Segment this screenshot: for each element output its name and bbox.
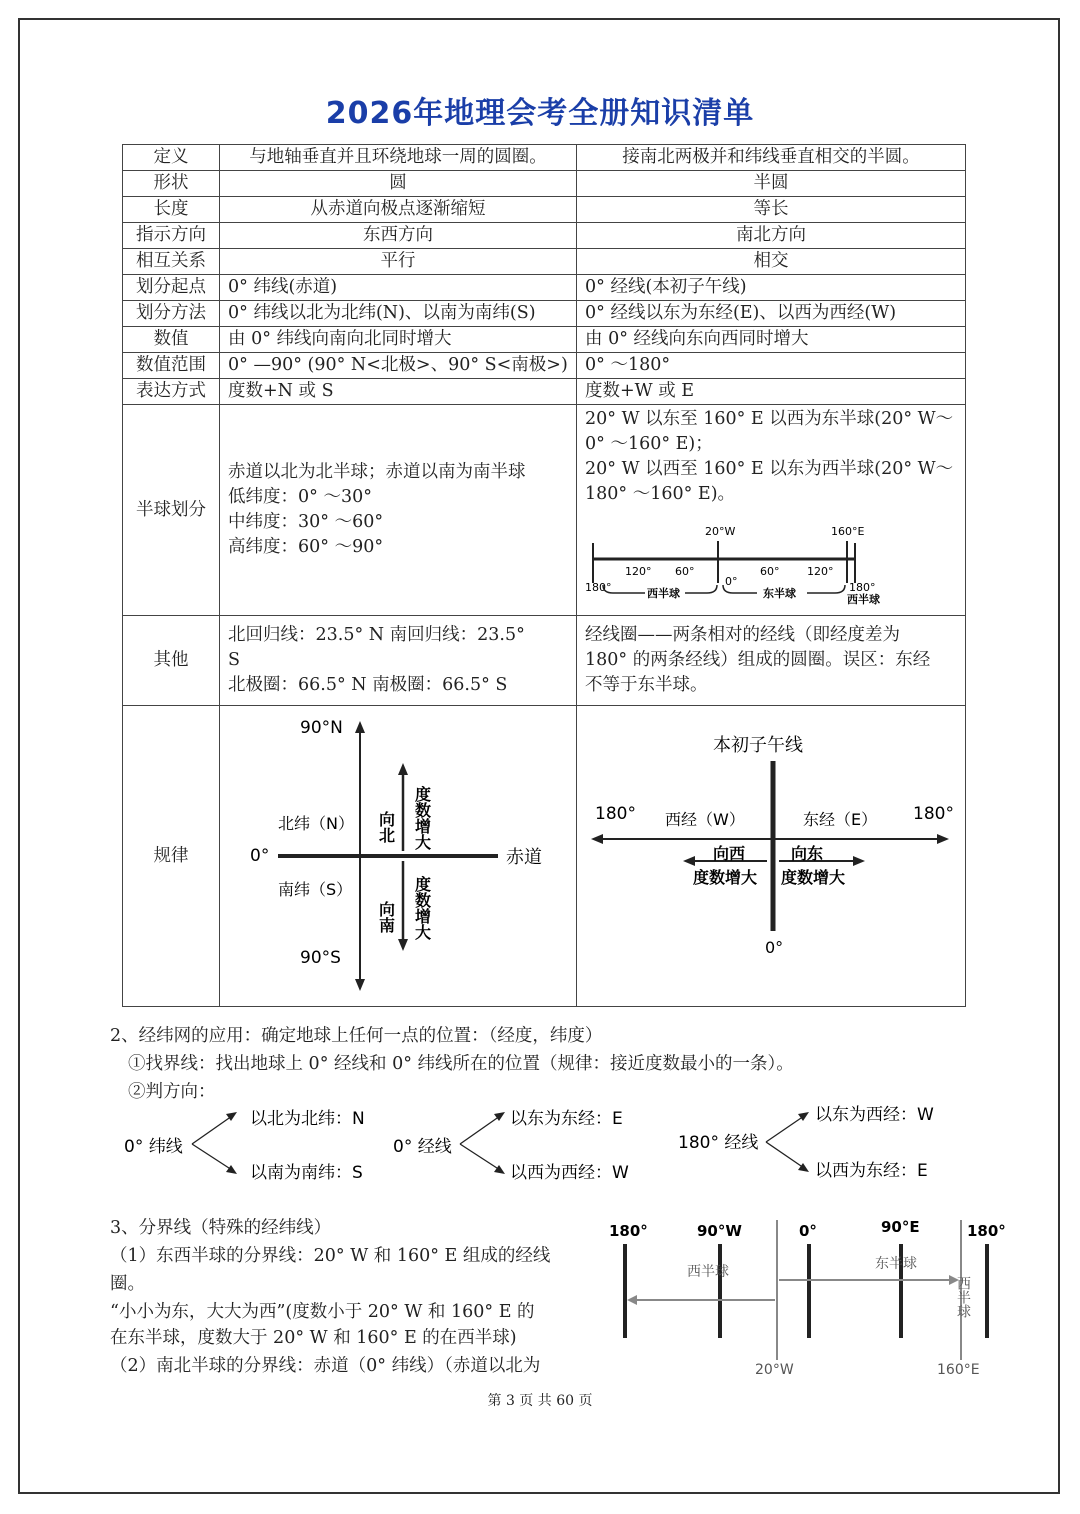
text-line: 赤道以北为北半球；赤道以南为南半球 (228, 462, 526, 482)
row-label: 指示方向 (123, 223, 220, 249)
tree-bottom-text: 以南为南纬：S (250, 1163, 363, 1183)
text-line: 20° W 以西至 160° E 以东为西半球(20° W～ (585, 459, 954, 479)
label-160e: 160°E (831, 525, 865, 538)
table-row (123, 223, 966, 249)
cell-longitude: 等长 (577, 197, 966, 223)
tree-bottom-text: 以西为西经：W (510, 1163, 629, 1183)
tree-root-text: 180° 经线 (678, 1133, 759, 1153)
page-footer: 第 3 页 共 60 页 (487, 1393, 593, 1409)
cell-latitude: 度数+N 或 S (220, 379, 577, 405)
tick-label: 180° (849, 581, 876, 594)
label-degree-increase-south: 度数增大 (412, 876, 432, 940)
label-east-longitude: 东经（E） (803, 810, 878, 829)
section2-step1: ①找界线：找出地球上 0° 经线和 0° 纬线所在的位置（规律：接近度数最小的一条）。 (128, 1054, 794, 1074)
text-line: 低纬度：0° ～30° (228, 487, 372, 507)
label-degree-increase-west: 度数增大 (693, 868, 758, 887)
table-row (123, 379, 966, 405)
table-row (123, 301, 966, 327)
tree-root-text: 0° 经线 (393, 1137, 452, 1157)
cell-longitude: 由 0° 经线向东向西同时增大 (577, 327, 966, 353)
label-180-left: 180° (609, 1222, 648, 1240)
cell-lon-rule (577, 706, 966, 1007)
text-line: 20° W 以东至 160° E 以西为东半球(20° W～ (585, 409, 954, 429)
table-row-other (123, 616, 966, 706)
table-row (123, 275, 966, 301)
label-equator: 赤道 (506, 847, 542, 868)
label-west-hemisphere-2: 西半球 (847, 593, 880, 605)
table-row-rule (123, 706, 966, 1007)
row-label: 形状 (123, 171, 220, 197)
cell-latitude: 从赤道向极点逐渐缩短 (220, 197, 577, 223)
cell-lat-other (220, 616, 577, 706)
cell-lon-other (577, 616, 966, 706)
cell-latitude: 由 0° 纬线向南向北同时增大 (220, 327, 577, 353)
row-label: 表达方式 (123, 379, 220, 405)
tree-180-meridian (678, 1105, 934, 1181)
label-east-hemisphere: 东半球 (875, 1256, 917, 1272)
row-label-other: 其他 (123, 616, 220, 706)
label-160e: 160°E (937, 1362, 980, 1378)
label-90w: 90°W (697, 1222, 742, 1240)
cell-longitude: 度数+W 或 E (577, 379, 966, 405)
cell-latitude: 平行 (220, 249, 577, 275)
row-label-rule: 规律 (123, 706, 220, 1007)
row-label: 长度 (123, 197, 220, 223)
label-to-north: 向北 (376, 811, 396, 843)
label-west-hemisphere: 西半球 (687, 1264, 729, 1280)
cell-longitude: 0° ～180° (577, 353, 966, 379)
row-label-hemisphere: 半球划分 (123, 405, 220, 616)
label-0: 0° (799, 1222, 817, 1240)
section3-line-5: 在东半球，度数大于 20° W 和 160° E 的在西半球) (110, 1328, 517, 1348)
text-line: S (228, 650, 240, 670)
row-label: 划分方法 (123, 301, 220, 327)
row-label: 划分起点 (123, 275, 220, 301)
direction-trees (110, 1100, 970, 1192)
row-label: 定义 (123, 145, 220, 171)
hemisphere-boundary-diagram (605, 1212, 1015, 1384)
section3-line-2: （1）东西半球的分界线：20° W 和 160° E 组成的经线 (110, 1246, 551, 1266)
tick-label: 120° (625, 565, 652, 578)
table-row-hemisphere (123, 405, 966, 616)
table-row (123, 145, 966, 171)
label-to-west: 向西 (713, 844, 746, 863)
label-180-left: 180° (595, 804, 636, 824)
tick-label: 60° (760, 565, 780, 578)
cell-lon-hemisphere (577, 405, 966, 616)
table-row (123, 171, 966, 197)
section3-line-6: （2）南北半球的分界线：赤道（0° 纬线）（赤道以北为 (110, 1356, 541, 1376)
cell-lat-hemisphere (220, 405, 577, 616)
label-to-east: 向东 (791, 844, 824, 863)
text-line: 中纬度：30° ～60° (228, 512, 384, 532)
label-degree-increase-east: 度数增大 (781, 868, 846, 887)
label-90n: 90°N (300, 718, 343, 738)
section3-line-4: “小小为东，大大为西”(度数小于 20° W 和 160° E 的 (110, 1302, 535, 1322)
cell-lat-rule (220, 706, 577, 1007)
hemisphere-number-line-diagram (585, 513, 885, 605)
table-row (123, 353, 966, 379)
cell-latitude: 圆 (220, 171, 577, 197)
tree-top-text: 以东为西经：W (815, 1105, 934, 1125)
knowledge-table (122, 144, 966, 1007)
text-line: 180° 的两条经线）组成的圆圈。误区：东经 (585, 650, 931, 670)
cell-longitude: 0° 经线以东为东经(E)、以西为西经(W) (577, 301, 966, 327)
tree-top-text: 以北为北纬：N (250, 1109, 365, 1129)
label-20w: 20°W (755, 1362, 794, 1378)
text-line: 北回归线：23.5° N 南回归线：23.5° (228, 625, 525, 645)
page-title: 2026年地理会考全册知识清单 (325, 96, 755, 131)
text-line: 北极圈：66.5° N 南极圈：66.5° S (228, 675, 508, 695)
label-east-hemisphere: 东半球 (763, 587, 796, 600)
label-west-hemisphere: 西半球 (647, 587, 680, 600)
row-label: 相互关系 (123, 249, 220, 275)
label-20w: 20°W (705, 525, 736, 538)
tree-top-text: 以东为东经：E (510, 1109, 623, 1129)
label-90s: 90°S (300, 948, 341, 968)
cell-longitude: 相交 (577, 249, 966, 275)
tick-label: 60° (675, 565, 695, 578)
table-row (123, 197, 966, 223)
cell-latitude: 东西方向 (220, 223, 577, 249)
text-line: 180° ～160° E)。 (585, 484, 736, 504)
row-label: 数值 (123, 327, 220, 353)
tick-label: 180° (585, 581, 612, 594)
label-prime-meridian: 本初子午线 (713, 735, 803, 756)
label-north-latitude: 北纬（N） (278, 814, 354, 833)
table-row (123, 249, 966, 275)
cell-longitude: 南北方向 (577, 223, 966, 249)
tree-latitude (124, 1109, 365, 1183)
section3-line-3: 圈。 (110, 1274, 145, 1294)
text-line: 经线圈——两条相对的经线（即经度差为 (585, 625, 900, 645)
cell-latitude: 与地轴垂直并且环绕地球一周的圆圈。 (220, 145, 577, 171)
tick-label: 120° (807, 565, 834, 578)
tree-bottom-text: 以西为东经：E (815, 1161, 928, 1181)
label-to-south: 向南 (376, 901, 396, 933)
text-line: 0° ～160° E)； (585, 434, 713, 454)
label-degree-increase-north: 度数增大 (412, 786, 432, 850)
label-zero-meridian: 0° (765, 938, 784, 957)
latitude-rule-diagram (228, 711, 568, 1001)
row-label: 数值范围 (123, 353, 220, 379)
cell-longitude: 0° 经线(本初子午线) (577, 275, 966, 301)
tick-label: 0° (725, 575, 738, 588)
tree-prime-meridian (393, 1109, 629, 1183)
label-zero: 0° (250, 846, 270, 866)
cell-latitude: 0° 纬线(赤道) (220, 275, 577, 301)
label-west-longitude: 西经（W） (665, 810, 745, 829)
text-line: 高纬度：60° ～90° (228, 537, 384, 557)
label-180-right: 180° (913, 804, 954, 824)
label-180-right: 180° (967, 1222, 1006, 1240)
label-south-latitude: 南纬（S） (278, 880, 353, 899)
section3-line-1: 3、分界线（特殊的经纬线） (110, 1218, 332, 1238)
label-90e: 90°E (881, 1218, 920, 1236)
section2-heading: 2、经纬网的应用：确定地球上任何一点的位置：（经度，纬度） (110, 1026, 603, 1046)
tree-root-text: 0° 纬线 (124, 1137, 183, 1157)
section2-step2: ②判方向： (128, 1082, 216, 1102)
cell-latitude: 0° 纬线以北为北纬(N)、以南为南纬(S) (220, 301, 577, 327)
cell-longitude: 半圆 (577, 171, 966, 197)
longitude-rule-diagram (581, 711, 961, 1001)
label-west-hemisphere-2: 西半球 (955, 1276, 971, 1318)
cell-latitude: 0° —90° (90° N<北极>、90° S<南极>) (220, 353, 577, 379)
cell-longitude: 接南北两极并和纬线垂直相交的半圆。 (577, 145, 966, 171)
table-row (123, 327, 966, 353)
text-line: 不等于东半球。 (585, 675, 708, 695)
